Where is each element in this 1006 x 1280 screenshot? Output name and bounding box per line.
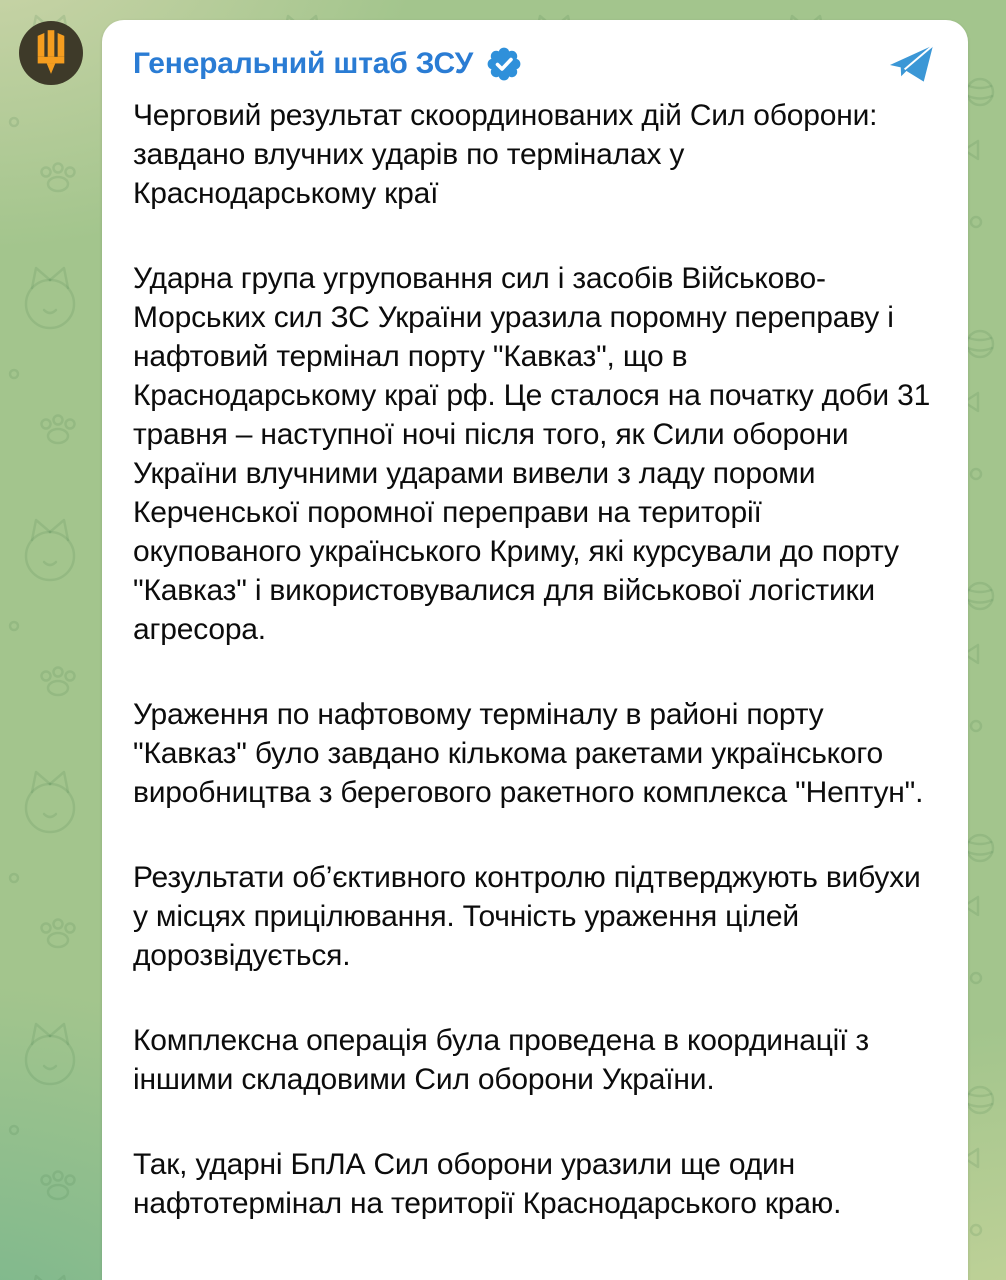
message-bubble: [102, 20, 968, 1280]
channel-name-row: [133, 45, 523, 83]
message-header: [133, 42, 937, 86]
message-paragraph: Так, ударні БпЛА Сил оборони уразили ще один нафтотермінал на території Краснодарського краю.: [133, 1148, 842, 1220]
verified-badge-icon: [485, 45, 523, 83]
message-paragraph: Ударна група угруповання сил і засобів Військово-Морських сил ЗС України уразила поромну переправу і нафтовий термінал порту "Кавказ", що в Краснодарському краї рф. Це сталося на початку доби 31 травня – наступної ночі після того, як Сили оборони України влучними ударами вивели з ладу пороми Керченської поромної переправи на території окупованого українського Криму, які курсували до порту "Кавказ" і використовувалися для військової логістики агресора.: [133, 262, 931, 646]
message-paragraph: Черговий результат скоординованих дій Сил оборони: завдано влучних ударів по терміналах у Краснодарському краї: [133, 99, 878, 210]
channel-name[interactable]: Генеральний штаб ЗСУ: [133, 47, 474, 80]
message-text: [133, 96, 935, 1223]
channel-avatar[interactable]: [19, 21, 83, 85]
message-paragraph: Комплексна операція була проведена в координації з іншими складовими Сил оборони України.: [133, 1024, 869, 1096]
message-paragraph: Результати об’єктивного контролю підтверджують вибухи у місцях прицілювання. Точність ураження цілей дорозвідується.: [133, 861, 921, 972]
message-paragraph: Ураження по нафтовому терміналу в районі порту "Кавказ" було завдано кількома ракетами українського виробництва з берегового ракетного комплекса "Нептун".: [133, 698, 924, 809]
ukraine-tryzub-trident-icon: [32, 30, 70, 76]
telegram-plane-icon[interactable]: [888, 43, 935, 85]
